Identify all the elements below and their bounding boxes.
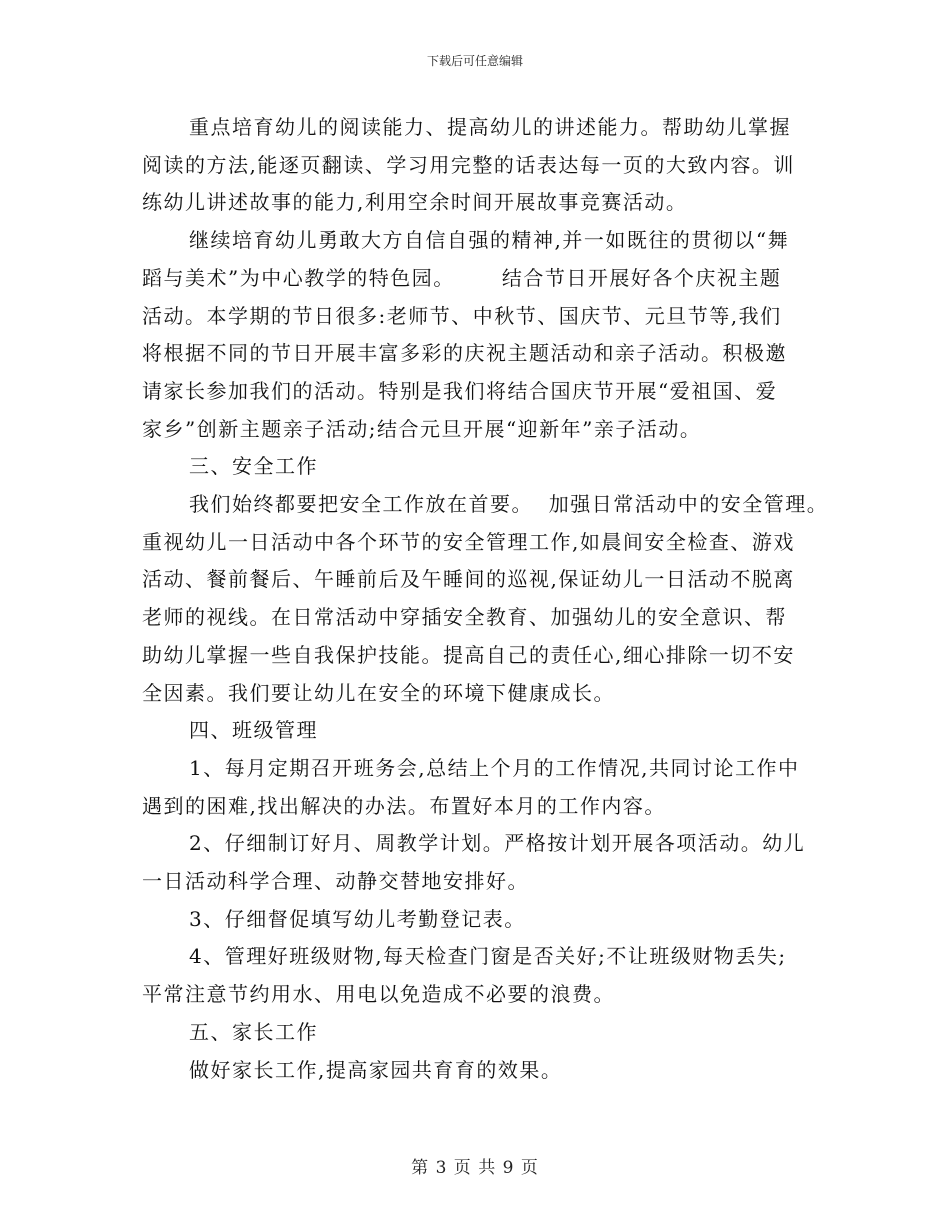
text-line: 继续培育幼儿勇敢大方自信自强的精神,并一如既往的贯彻以“舞: [189, 228, 790, 253]
text-line: 活动。本学期的节日很多:老师节、中秋节、国庆节、元旦节等,我们: [142, 303, 782, 328]
page-header: 下载后可任意编辑: [426, 54, 523, 68]
page-footer: 第 3 页 共 9 页: [411, 1158, 539, 1178]
text-line: 做好家长工作,提高家园共育育的效果。: [189, 1057, 563, 1082]
text-line: 3、仔细督促填写幼儿考勤登记表。: [189, 906, 526, 931]
text-line: 1、每月定期召开班务会,总结上个月的工作情况,共同讨论工作中: [189, 755, 800, 780]
text-line: 三、安全工作: [189, 454, 318, 479]
text-line: 重视幼儿一日活动中各个环节的安全管理工作,如晨间安全检查、游戏: [142, 529, 795, 554]
text-line: 助幼儿掌握一些自我保护技能。提高自己的责任心,细心排除一切不安: [142, 642, 795, 667]
text-line: 我们始终都要把安全工作放在首要。 加强日常活动中的安全管理。: [189, 492, 829, 516]
text-line: 老师的视线。在日常活动中穿插安全教育、加强幼儿的安全意识、帮: [142, 605, 787, 630]
text-line: 四、班级管理: [189, 718, 318, 743]
text-line: 活动、餐前餐后、午睡前后及午睡间的巡视,保证幼儿一日活动不脱离: [142, 567, 795, 592]
text-line: 遇到的困难,找出解决的办法。布置好本月的工作内容。: [142, 793, 666, 818]
text-line: 将根据不同的节日开展丰富多彩的庆祝主题活动和亲子活动。积极邀: [142, 341, 787, 366]
text-line: 重点培育幼儿的阅读能力、提高幼儿的讲述能力。帮助幼儿掌握: [189, 115, 791, 139]
text-line: 一日活动科学合理、动静交替地安排好。: [142, 869, 529, 893]
text-line: 4、管理好班级财物,每天检查门窗是否关好;不让班级财物丢失;: [189, 944, 787, 969]
text-line: 练幼儿讲述故事的能力,利用空余时间开展故事竞赛活动。: [142, 190, 688, 215]
text-line: 2、仔细制订好月、周教学计划。严格按计划开展各项活动。幼儿: [189, 831, 806, 856]
text-line: 全因素。我们要让幼儿在安全的环境下健康成长。: [142, 680, 615, 705]
text-line: 五、家长工作: [189, 1019, 318, 1044]
text-line: 阅读的方法,能逐页翻读、学习用完整的话表达每一页的大致内容。训: [142, 152, 795, 177]
text-line: 蹈与美术”为中心教学的特色园。 结合节日开展好各个庆祝主题: [142, 265, 782, 290]
text-line: 平常注意节约用水、用电以免造成不必要的浪费。: [142, 982, 615, 1007]
text-line: 请家长参加我们的活动。特别是我们将结合国庆节开展“爱祖国、爱: [142, 378, 778, 403]
text-line: 家乡”创新主题亲子活动;结合元旦开展“迎新年”亲子活动。: [142, 416, 702, 441]
